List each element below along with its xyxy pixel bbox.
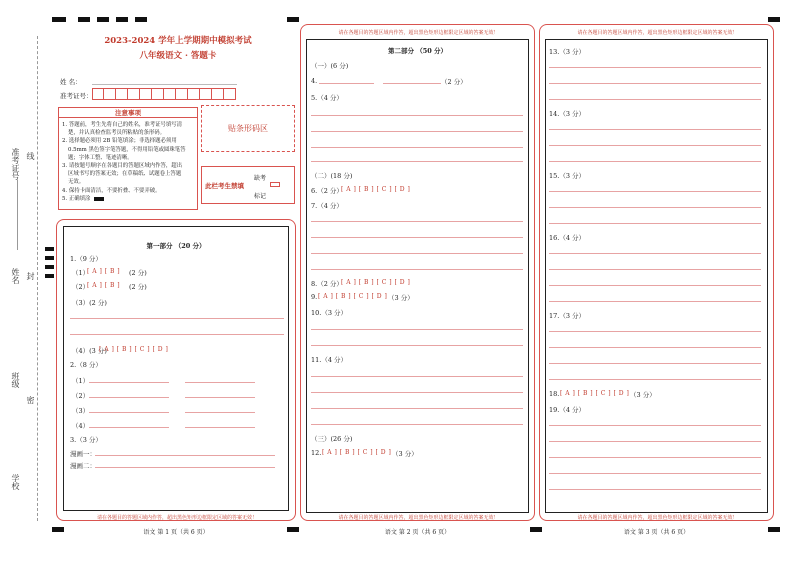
q18-options[interactable]: [ A ] [ B ] [ C ] [ D ]: [560, 390, 630, 397]
alignment-mark: [45, 247, 54, 251]
filled-sample-mark: [94, 197, 104, 201]
ticket-label: 准考证号：: [60, 92, 93, 100]
answer-line[interactable]: [549, 301, 761, 302]
alignment-mark: [45, 256, 54, 260]
warning-text: 请在各题目的答题区域内作答，超出黑色矩形边框限定区域的答案无效！: [338, 515, 499, 521]
notice-item: 题；字体工整、笔迹清晰。: [68, 154, 133, 161]
notice-item: 3. 请按题号顺序在各题目的答题区域内作答，超出: [62, 163, 183, 170]
alignment-mark: [768, 17, 780, 22]
notice-item: 无效。: [68, 179, 85, 186]
answer-line[interactable]: [70, 318, 284, 319]
answer-line[interactable]: [549, 83, 761, 84]
q13-label: 13.（3 分）: [549, 48, 586, 56]
answer-line[interactable]: [89, 427, 169, 428]
answer-line[interactable]: [311, 424, 523, 425]
q16-label: 16.（4 分）: [549, 234, 586, 242]
binding-dashed-line: [37, 36, 38, 521]
answer-line[interactable]: [549, 363, 761, 364]
absent-mark-box[interactable]: [270, 182, 280, 187]
answer-line[interactable]: [311, 408, 523, 409]
notice-item: 2. 选择题必须用 2B 铅笔填涂；非选择题必须用: [62, 138, 177, 145]
barcode-area: 贴条形码区: [201, 105, 295, 152]
answer-line[interactable]: [319, 83, 374, 84]
answer-line[interactable]: [89, 382, 169, 383]
q1-1-options[interactable]: [ A ] [ B ]: [87, 268, 121, 275]
answer-line[interactable]: [311, 237, 523, 238]
q3-label: 3.（3 分）: [70, 436, 102, 444]
answer-line[interactable]: [311, 161, 523, 162]
alignment-mark: [45, 265, 54, 269]
answer-line[interactable]: [95, 455, 275, 456]
answer-line[interactable]: [549, 253, 761, 254]
q2-item: （1）: [72, 377, 90, 385]
side-label-school: 学校: [11, 474, 20, 490]
answer-line[interactable]: [549, 473, 761, 474]
q4-label: 4.: [311, 77, 318, 85]
q14-label: 14.（3 分）: [549, 110, 586, 118]
notice-item: 1. 答题前，考生先将自己的姓名，准考证号填写清: [62, 122, 183, 128]
name-label: 姓 名：: [60, 78, 82, 86]
answer-line[interactable]: [549, 99, 761, 100]
subject-title: 八年级语文 · 答题卡: [139, 51, 217, 61]
answer-line[interactable]: [549, 347, 761, 348]
q11-label: 11.（4 分）: [311, 356, 348, 364]
q9-options[interactable]: [ A ] [ B ] [ C ] [ D ]: [318, 293, 388, 300]
answer-line[interactable]: [311, 329, 523, 330]
absent-right-label: 缺考: [254, 175, 267, 182]
side-label-line: 线: [26, 152, 35, 160]
q1-label: 1.（9 分）: [70, 255, 102, 263]
q12-points: （3 分）: [392, 450, 418, 458]
answer-line[interactable]: [549, 331, 761, 332]
side-fill-line: [17, 180, 18, 250]
q17-label: 17.（3 分）: [549, 312, 586, 320]
q1-3-label: （3）(2 分): [72, 299, 107, 307]
exam-title: 2023-2024 学年上学期期中模拟考试: [104, 36, 252, 46]
answer-line[interactable]: [549, 379, 761, 380]
q12-options[interactable]: [ A ] [ B ] [ C ] [ D ]: [322, 449, 392, 456]
answer-line[interactable]: [549, 457, 761, 458]
q19-label: 19.（4 分）: [549, 406, 586, 414]
side-label-class: 班级: [11, 372, 20, 388]
q1-4-label: （4）(3 分): [72, 347, 107, 355]
q9-label: 9.: [311, 293, 318, 301]
warning-text: 请在各题目的答题区域内作答，超出黑色矩形边框限定区域的答案无效！: [338, 30, 499, 36]
q10-label: 10.（3 分）: [311, 309, 348, 317]
answer-line[interactable]: [549, 285, 761, 286]
q2-item: （3）: [72, 407, 90, 415]
alignment-mark: [52, 17, 66, 22]
part2-title: 第二部分 （50 分）: [387, 47, 448, 55]
side-label-dense: 密: [26, 396, 35, 404]
alignment-mark: [45, 274, 54, 278]
q5-label: 5.（4 分）: [311, 94, 343, 102]
q2-item: （2）: [72, 392, 90, 400]
q6-options[interactable]: [ A ] [ B ] [ C ] [ D ]: [341, 186, 411, 193]
q7-label: 7.（4 分）: [311, 202, 343, 210]
answer-line[interactable]: [311, 345, 523, 346]
answer-line[interactable]: [311, 221, 523, 222]
answer-line[interactable]: [549, 161, 761, 162]
answer-line[interactable]: [311, 269, 523, 270]
answer-line[interactable]: [549, 67, 761, 68]
answer-line[interactable]: [185, 427, 255, 428]
comic1-label: 漫画一：: [70, 450, 96, 458]
sec3-label: （三）(26 分): [311, 435, 353, 443]
q18-points: （3 分）: [630, 391, 656, 399]
page-footer: 语文 第 2 页（共 6 页）: [384, 529, 451, 536]
q8-label: 8.（2 分）: [311, 280, 343, 288]
answer-line[interactable]: [185, 382, 255, 383]
notice-title: 注意事项: [59, 108, 197, 118]
answer-line[interactable]: [311, 392, 523, 393]
notice-item: 楚，并认真检查监考员所粘贴的条形码。: [68, 130, 166, 137]
notice-item: 区域书写的答案无效；在草稿纸、试题卷上答题: [68, 171, 182, 178]
warning-text: 请在各题目的答题区域内作答，超出黑色矩形边框限定区域的答案无效！: [96, 515, 257, 521]
answer-line[interactable]: [70, 334, 284, 335]
q15-label: 15.（3 分）: [549, 172, 586, 180]
comic2-label: 漫画二：: [70, 462, 96, 470]
q1-1-label: （1）: [72, 269, 90, 277]
warning-text: 请在各题目的答题区域内作答，超出黑色矩形边框限定区域的答案无效！: [577, 515, 738, 521]
answer-panel-part1: [56, 219, 296, 521]
alignment-mark: [97, 17, 109, 22]
answer-line[interactable]: [89, 397, 169, 398]
answer-panel-part3: [539, 24, 774, 521]
answer-panel-part2: [300, 24, 535, 521]
q1-1-points: (2 分): [129, 269, 147, 277]
q9-points: （3 分）: [388, 294, 414, 302]
answer-line[interactable]: [89, 412, 169, 413]
sec2-label: （二）(18 分): [311, 172, 353, 180]
q1-2-points: (2 分): [129, 283, 147, 291]
ticket-number-boxes[interactable]: [92, 88, 236, 100]
q1-4-options[interactable]: [ A ] [ B ] [ C ] [ D ]: [99, 346, 169, 353]
notice-item: 5. 正确填涂: [62, 195, 91, 202]
page-footer: 语文 第 3 页（共 6 页）: [623, 529, 690, 536]
answer-line[interactable]: [549, 489, 761, 490]
q12-label: 12.: [311, 449, 322, 457]
notice-item: 4. 保持卡面清洁，不要折叠、不要弄破。: [62, 187, 161, 194]
alignment-mark: [287, 17, 299, 22]
answer-line[interactable]: [311, 115, 523, 116]
answer-line[interactable]: [311, 376, 523, 377]
side-label-seal: 封: [26, 272, 35, 280]
warning-text: 请在各题目的答题区域内作答，超出黑色矩形边框限定区域的答案无效！: [577, 30, 738, 36]
q2-label: 2.（8 分）: [70, 361, 102, 369]
q2-item: （4）: [72, 422, 90, 430]
absent-label: 此栏考生禁填: [205, 182, 244, 190]
answer-line[interactable]: [311, 147, 523, 148]
answer-line[interactable]: [549, 191, 761, 192]
q8-options[interactable]: [ A ] [ B ] [ C ] [ D ]: [341, 279, 411, 286]
notice-item: 0.5mm 黑色签字笔答题，不得用铅笔或圆珠笔答: [68, 146, 186, 153]
absent-right-label2: 标记: [254, 193, 267, 200]
notice-box: [58, 107, 198, 210]
alignment-mark: [116, 17, 128, 22]
answer-line[interactable]: [549, 207, 761, 208]
sec1-label: （一）(6 分): [311, 62, 349, 70]
q6-label: 6.（2 分）: [311, 187, 343, 195]
q4-points: （2 分）: [441, 78, 467, 86]
q18-label: 18.: [549, 390, 560, 398]
answer-line[interactable]: [549, 223, 761, 224]
answer-line[interactable]: [549, 145, 761, 146]
name-field[interactable]: [92, 84, 237, 85]
answer-line[interactable]: [311, 131, 523, 132]
side-label-name: 姓名: [11, 268, 20, 284]
q1-2-options[interactable]: [ A ] [ B ]: [87, 282, 121, 289]
alignment-mark: [78, 17, 90, 22]
answer-line[interactable]: [549, 425, 761, 426]
answer-line[interactable]: [549, 269, 761, 270]
absent-box: [201, 166, 295, 204]
answer-line[interactable]: [95, 467, 275, 468]
q1-2-label: （2）: [72, 283, 90, 291]
alignment-mark: [135, 17, 147, 22]
answer-line[interactable]: [549, 129, 761, 130]
page-footer: 语文 第 1 页（共 6 页）: [143, 529, 209, 536]
answer-line[interactable]: [383, 83, 441, 84]
answer-line[interactable]: [185, 412, 255, 413]
side-label-ticket: 准考证号: [11, 148, 20, 180]
answer-line[interactable]: [549, 441, 761, 442]
answer-line[interactable]: [185, 397, 255, 398]
answer-line[interactable]: [311, 253, 523, 254]
part1-title: 第一部分 （20 分）: [146, 242, 206, 250]
